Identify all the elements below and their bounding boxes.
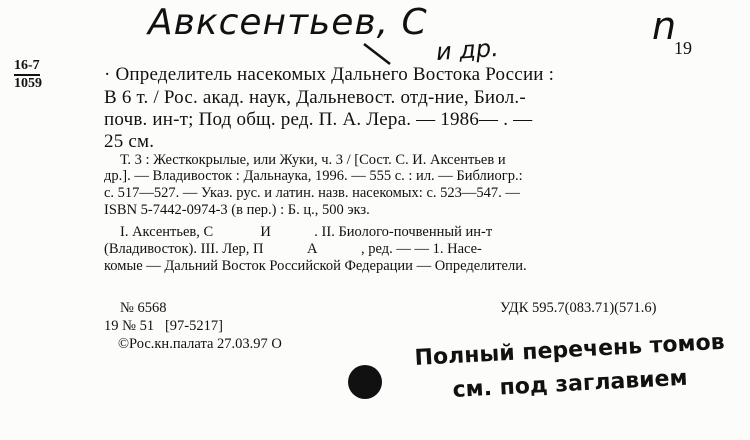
title-line-1: · Определитель насекомых Дальнего Востока России : [104,64,555,85]
ink-dot [348,365,382,399]
udc-code: УДК 595.7(083.71)(571.6) [500,300,657,316]
record-number: № 6568 [120,300,167,316]
entries-line-2: (Владивосток). III. Лер, П А , ред. — — 1. Насе- [104,241,482,257]
entries-line-1: I. Аксентьев, С И . II. Биолого-почвенный ин-т [120,224,493,240]
title-line-4: 25 см. [104,131,155,152]
issue-line: 19 № 51 [97-5217] [104,318,223,334]
copyright-line: ©Рос.кн.палата 27.03.97 О [118,336,282,352]
shelf-mark-bottom: 1059 [14,76,42,91]
stamp-line-2: см. под заглавием [452,365,689,403]
handwritten-co-authors: и др. [435,33,500,67]
volume-line-4: ISBN 5-7442-0974-3 (в пер.) : Б. ц., 500 экз. [104,202,370,218]
volume-line-3: с. 517—527. — Указ. рус. и латин. назв. насекомых: с. 523—547. — [104,185,520,201]
title-line-3: почв. ин-т; Под общ. ред. П. А. Лера. — 1986— . — [104,109,533,130]
stamp-line-1: Полный перечень томов [414,329,726,371]
title-line-2: В 6 т. / Рос. акад. наук, Дальневост. отд-ние, Биол.- [104,87,526,108]
page-number: 19 [674,38,692,58]
volume-line-1: Т. 3 : Жесткокрылые, или Жуки, ч. 3 / [Сост. С. И. Аксентьев и [120,152,506,168]
shelf-mark-top: 16-7 [14,58,40,76]
entries-line-3: комые — Дальний Восток Российской Федерации — Определители. [104,258,527,274]
handwritten-author: Авксентьев, С [148,2,428,43]
volume-line-2: др.]. — Владивосток : Дальнаука, 1996. — 555 с. : ил. — Библиогр.: [104,168,523,184]
handwritten-page-mark: n [652,4,677,48]
